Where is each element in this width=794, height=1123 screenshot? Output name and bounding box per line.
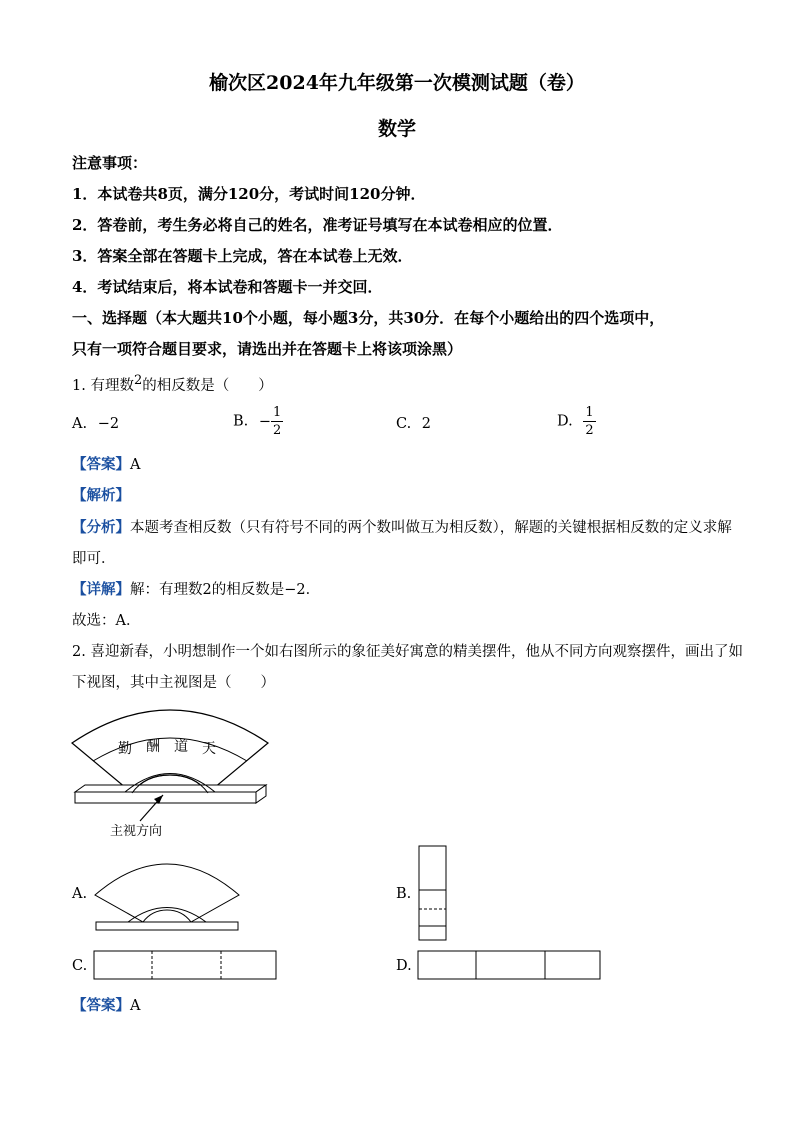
q1-option-b-sign: − [258,413,272,430]
q2-stem-line1: 2. 喜迎新春，小明想制作一个如右图所示的象征美好寓意的精美摆件，他从不同方向观察摆件，画出了如 [72,644,743,660]
fan-char-1: 勤 [118,741,132,757]
option-a-fan [95,864,239,922]
q1-answer-tag: 【答案】 [72,456,130,473]
q2-answer-tag: 【答案】 [72,997,130,1014]
q1-option-d-label: D. [557,413,573,430]
q1-fenxi-line1: 本题考查相反数（只有符号不同的两个数叫做互为相反数），解题的关键根据相反数的定义求解 [130,520,732,536]
q1-option-b-denominator: 2 [273,423,282,438]
q2-option-d-figure [414,948,604,982]
q1-fenxi-line2: 即可． [72,551,116,567]
q1-stem [72,374,273,395]
fan-char-4: 天 [202,741,216,757]
q1-answer-value: A [130,457,141,473]
fan-char-2: 酬 [146,739,160,755]
q2-stem-line2: 下视图，其中主视图是（ ） [72,675,275,691]
q1-option-b-numerator: 1 [273,405,282,420]
q1-option-a-label: A. [72,416,88,432]
q2-option-b-figure [414,842,450,942]
q1-option-c [396,416,431,432]
q1-option-d [557,406,596,437]
option-a-base [96,922,238,930]
section-heading-line2: 只有一项符合题目要求，请选出并在答题卡上将该项涂黑） [72,340,463,358]
notice-item-4: 4．考试结束后，将本试卷和答题卡一并交回． [72,278,383,296]
q1-option-d-fraction [583,406,595,437]
option-c-outline [94,951,276,979]
q2-option-a-figure [90,855,245,935]
option-d-outline [418,951,600,979]
q2-option-a-label: A. [72,886,88,902]
q1-option-c-label: C. [396,416,412,432]
fan-char-3: 道 [174,739,188,755]
exam-title: 榆次区2024年九年级第一次模测试题（卷） [209,72,585,94]
q1-option-b-label: B. [233,413,249,430]
base-front-face [75,792,256,803]
base-top-face [75,785,266,792]
q1-detail-text: 解：有理数2的相反数是−2． [130,582,321,598]
notice-item-2: 2．答卷前，考生务必将自己的姓名，准考证号填写在本试卷相应的位置． [72,216,563,234]
q1-detail-tag: 【详解】 [72,581,130,598]
q1-stem-number: 2 [133,373,143,388]
q2-option-c-figure [90,948,280,982]
view-direction-caption: 主视方向 [110,824,163,839]
q1-fenxi-tag: 【分析】 [72,519,130,536]
q1-stem-post: 的相反数是（ ） [142,378,273,394]
fan-shape [72,710,268,793]
q1-answer [72,453,140,474]
section-heading-line1: 一、选择题（本大题共10个小题，每小题3分，共30分．在每个小题给出的四个选项中， [72,309,665,327]
notice-item-1: 1．本试卷共8页，满分120分，考试时间120分钟． [72,185,426,203]
q1-analysis-tag: 【解析】 [72,487,130,504]
notice-item-3: 3．答案全部在答题卡上完成，答在本试卷上无效． [72,247,413,265]
q2-option-d-label: D. [396,958,412,974]
q1-option-d-numerator: 1 [585,405,594,420]
q1-option-b [233,406,283,437]
q2-answer [72,994,140,1015]
q1-detail [72,578,320,599]
q1-option-b-fraction [271,406,283,437]
q1-choose: 故选：A． [72,613,141,629]
q1-option-c-value: 2 [421,416,432,432]
q1-option-a [72,416,119,432]
q2-option-c-label: C. [72,958,88,974]
q1-stem-pre: 1. 有理数 [72,378,134,394]
q2-option-b-label: B. [396,886,412,902]
q2-ornament-figure [60,695,280,845]
q2-answer-value: A [130,998,141,1014]
notice-heading: 注意事项： [72,154,148,172]
exam-subject: 数学 [377,118,416,140]
q1-option-a-value: −2 [97,416,120,432]
q1-option-d-denominator: 2 [585,423,594,438]
q1-fenxi [72,516,732,537]
